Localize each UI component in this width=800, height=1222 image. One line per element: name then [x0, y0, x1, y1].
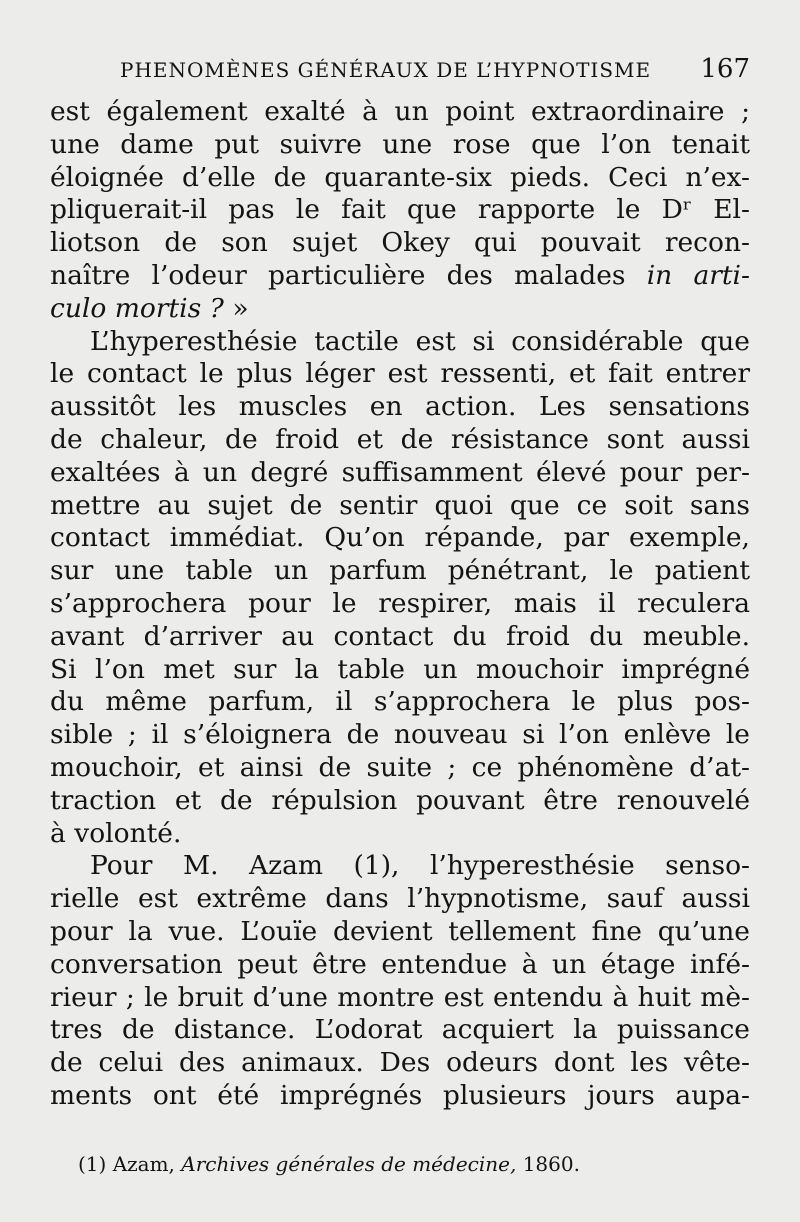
footnote [78, 1152, 738, 1176]
running-title: PHENOMÈNES GÉNÉRAUX DE L’HYPNOTISME [120, 58, 652, 82]
text-segment: naître l’odeur particulière des malades [50, 259, 626, 291]
footnote-marker: (1) Azam, [78, 1152, 175, 1176]
text-line: Si l’on met sur la table un mouchoir imprégné [50, 653, 750, 685]
text-line: aussitôt les muscles en action. Les sensations [50, 391, 750, 423]
text-line: s’approchera pour le respirer, mais il reculera [50, 587, 750, 619]
text-line: éloignée d’elle de quarante-six pieds. Ceci n’ex- [50, 161, 750, 193]
text-line: de chaleur, de froid et de résistance sont aussi [50, 423, 750, 455]
text-line: sible ; il s’éloignera de nouveau si l’on enlève le [50, 719, 750, 751]
text-line: rielle est extrême dans l’hypnotisme, sauf aussi [50, 883, 750, 915]
closing-quote: » [232, 292, 249, 324]
text-line: L’hyperesthésie tactile est si considérable que [90, 325, 750, 357]
text-line [50, 260, 750, 293]
text-line: liotson de son sujet Okey qui pouvait recon- [50, 227, 750, 259]
text-line: une dame put suivre une rose que l’on tenait [50, 128, 750, 160]
text-line: de celui des animaux. Des odeurs dont les vête- [50, 1047, 750, 1079]
italic-phrase: in arti- [646, 259, 750, 291]
text-line: rieur ; le bruit d’une montre est entendu à huit mè- [50, 981, 750, 1013]
text-line: traction et de répulsion pouvant être renouvelé [50, 784, 750, 816]
page-number: 167 [700, 54, 750, 84]
text-line: tres de distance. L’odorat acquiert la puissance [50, 1014, 750, 1046]
running-head [120, 54, 750, 84]
text-line [50, 293, 750, 326]
text-line: conversation peut être entendue à un étage infé- [50, 948, 750, 980]
text-line: Pour M. Azam (1), l’hyperesthésie senso- [90, 850, 750, 882]
text-line: du même parfum, il s’approchera le plus pos- [50, 686, 750, 718]
text-line: est également exalté à un point extraordinaire ; [50, 96, 750, 127]
text-line: pliquerait-il pas le fait que rapporte le Dʳ El- [50, 194, 750, 226]
text-line: mouchoir, et ainsi de suite ; ce phénomène d’at- [50, 751, 750, 783]
text-line: avant d’arriver au contact du froid du meuble. [50, 620, 750, 652]
footnote-title: Archives générales de médecine, [181, 1152, 517, 1176]
text-line: pour la vue. L’ouïe devient tellement fine qu’une [50, 915, 750, 947]
text-line: exaltées à un degré suffisamment élevé pour per- [50, 456, 750, 488]
text-line: le contact le plus léger est ressenti, et fait entrer [50, 358, 750, 390]
footnote-year: 1860. [522, 1152, 580, 1176]
body-text [50, 96, 750, 1113]
text-line: contact immédiat. Qu’on répande, par exemple, [50, 522, 750, 554]
italic-phrase: culo mortis ? [50, 292, 224, 324]
text-line: ments ont été imprégnés plusieurs jours aupa- [50, 1079, 750, 1111]
text-line: à volonté. [50, 817, 182, 849]
text-line: mettre au sujet de sentir quoi que ce soit sans [50, 489, 750, 521]
text-line: sur une table un parfum pénétrant, le patient [50, 555, 750, 587]
